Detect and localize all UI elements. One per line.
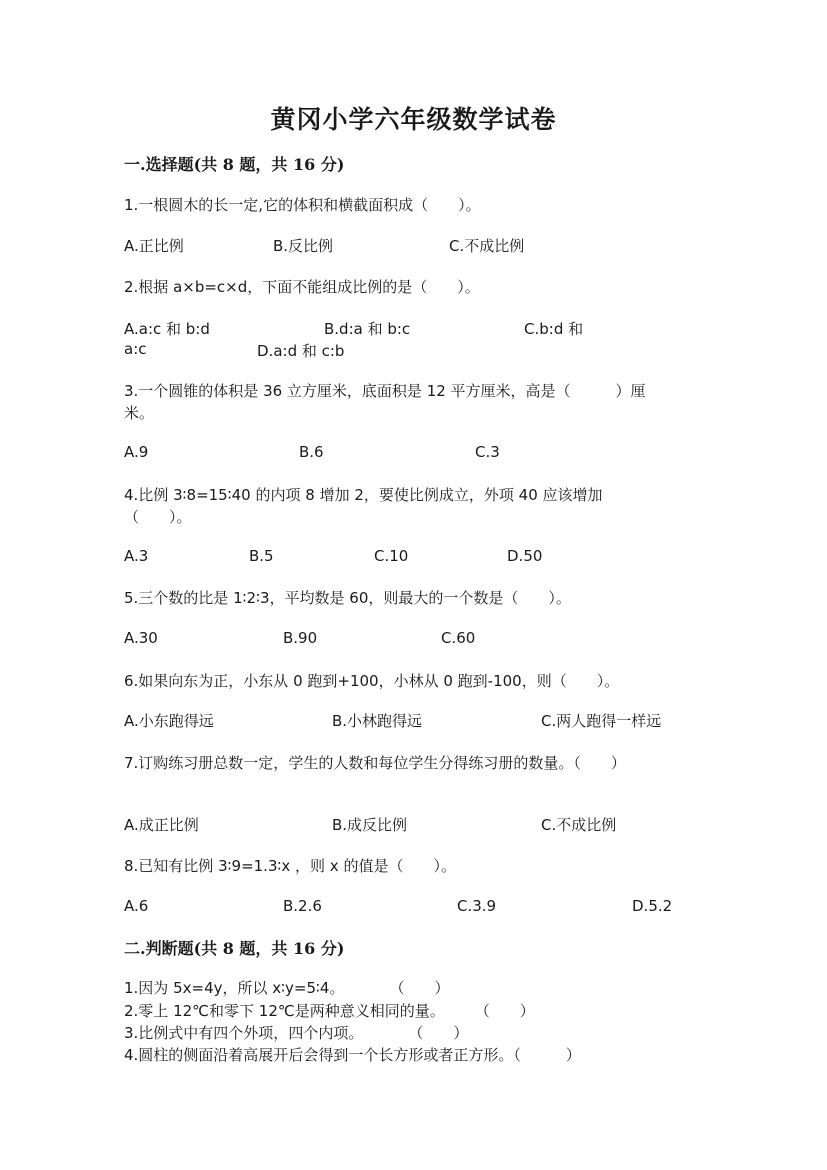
question-6-stem: 6.如果向东为正，小东从 0 跑到+100，小林从 0 跑到-100，则（ ）。 [124, 672, 620, 690]
question-4-option-d: D.50 [507, 547, 543, 565]
question-2-option-c-continued: a:c [124, 340, 147, 358]
exam-title: 黄冈小学六年级数学试卷 [270, 105, 557, 134]
question-1-option-c: C.不成比例 [449, 237, 525, 255]
question-6-option-a: A.小东跑得远 [124, 712, 214, 730]
section-heading-judge: 二.判断题(共 8 题，共 16 分) [124, 939, 345, 958]
question-5-option-b: B.90 [283, 629, 318, 647]
question-1-option-b: B.反比例 [273, 237, 334, 255]
question-8-option-b: B.2.6 [283, 897, 322, 915]
question-8-option-c: C.3.9 [457, 897, 497, 915]
question-6-option-c: C.两人跑得一样远 [541, 712, 662, 730]
question-4-option-b: B.5 [249, 547, 274, 565]
question-2-option-a: A.a:c 和 b:d [124, 320, 210, 338]
question-5-option-c: C.60 [441, 629, 476, 647]
question-7-option-b: B.成反比例 [332, 816, 408, 834]
question-2-option-d: D.a:d 和 c:b [257, 342, 345, 360]
question-8-stem: 8.已知有比例 3∶9=1.3∶x ，则 x 的值是（ ）。 [124, 857, 456, 875]
question-1-stem: 1.一根圆木的长一定,它的体积和横截面积成（ ）。 [124, 196, 481, 214]
question-3-stem: 3.一个圆锥的体积是 36 立方厘米，底面积是 12 平方厘米，高是（ ）厘 [124, 382, 646, 400]
question-7-option-c: C.不成比例 [541, 816, 617, 834]
question-4-option-c: C.10 [374, 547, 409, 565]
question-2-option-b: B.d:a 和 b:c [324, 320, 411, 338]
question-8-option-a: A.6 [124, 897, 149, 915]
question-4-stem: 4.比例 3∶8=15∶40 的内项 8 增加 2，要使比例成立，外项 40 应该增加 [124, 486, 603, 504]
judge-item-1: 1.因为 5x=4y，所以 x∶y=5∶4。 （ ） [124, 979, 450, 997]
question-2-stem: 2.根据 a×b=c×d，下面不能组成比例的是（ ）。 [124, 278, 480, 296]
judge-item-4: 4.圆柱的侧面沿着高展开后会得到一个长方形或者正方形。（ ） [124, 1046, 581, 1064]
question-5-stem: 5.三个数的比是 1∶2∶3，平均数是 60，则最大的一个数是（ ）。 [124, 589, 571, 607]
judge-item-2: 2.零上 12℃和零下 12℃是两种意义相同的量。 （ ） [124, 1002, 535, 1020]
question-3-option-b: B.6 [299, 443, 324, 461]
section-heading-choice: 一.选择题(共 8 题，共 16 分) [124, 155, 345, 174]
question-5-option-a: A.30 [124, 629, 158, 647]
question-8-option-d: D.5.2 [632, 897, 673, 915]
question-4-stem-continued: （ ）。 [124, 508, 192, 526]
question-4-option-a: A.3 [124, 547, 149, 565]
question-7-option-a: A.成正比例 [124, 816, 199, 834]
judge-item-3: 3.比例式中有四个外项，四个内项。 （ ） [124, 1024, 469, 1042]
question-1-option-a: A.正比例 [124, 237, 184, 255]
question-6-option-b: B.小林跑得远 [332, 712, 423, 730]
question-3-option-c: C.3 [475, 443, 500, 461]
question-3-option-a: A.9 [124, 443, 149, 461]
question-7-stem: 7.订购练习册总数一定，学生的人数和每位学生分得练习册的数量。（ ） [124, 754, 626, 772]
question-3-stem-continued: 米。 [124, 404, 155, 422]
question-2-option-c: C.b:d 和 [524, 320, 584, 338]
